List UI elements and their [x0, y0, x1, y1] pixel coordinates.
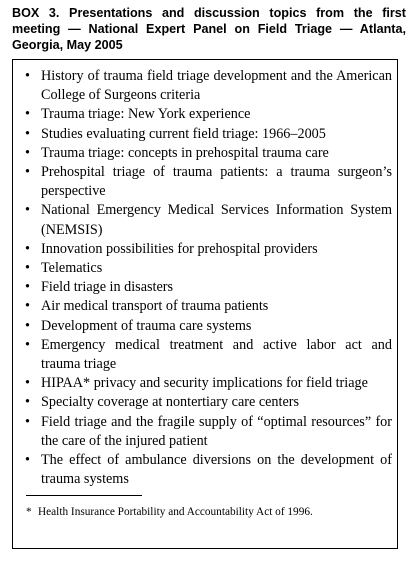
bullet-icon: • [25, 125, 30, 142]
bullet-icon: • [25, 164, 30, 181]
topic-item [20, 278, 392, 297]
topic-item [20, 201, 392, 239]
topic-text: Emergency medical treatment and active labor act and trauma triage [41, 336, 392, 373]
topic-item [20, 297, 392, 316]
topic-text: Field triage in disasters [41, 279, 173, 296]
bullet-icon: • [25, 413, 30, 430]
topic-item [20, 67, 392, 105]
topic-text: History of trauma field triage development and the American College of Surgeons criteria [41, 68, 392, 104]
topic-text: Innovation possibilities for prehospital providers [41, 240, 318, 257]
bullet-icon: • [25, 144, 30, 161]
topic-text: Prehospital triage of trauma patients: a trauma surgeon’s perspective [41, 164, 392, 200]
topic-item [20, 163, 392, 201]
bullet-icon: • [25, 202, 30, 219]
topic-text: Air medical transport of trauma patients [41, 298, 269, 315]
footnote-marker: * [26, 506, 32, 518]
topic-text: Trauma triage: concepts in prehospital trauma care [41, 144, 329, 161]
bullet-icon: • [25, 279, 30, 296]
bullet-icon: • [25, 452, 30, 469]
bullet-icon: • [25, 375, 30, 392]
footnote-divider [26, 495, 142, 496]
topic-list [20, 67, 392, 489]
bullet-icon: • [25, 68, 30, 84]
topic-text: Trauma triage: New York experience [41, 106, 251, 123]
topic-text: National Emergency Medical Services Information System (NEMSIS) [41, 202, 392, 238]
topic-item [20, 451, 392, 489]
topic-text: HIPAA* privacy and security implications for field triage [41, 375, 368, 392]
topic-text: Field triage and the fragile supply of “optimal resources” for the care of the injured patient [41, 413, 392, 449]
topic-text: Specialty coverage at nontertiary care centers [41, 394, 299, 411]
bullet-icon: • [25, 106, 30, 123]
topic-item [20, 374, 392, 393]
bullet-icon: • [25, 298, 30, 315]
topic-item [20, 240, 392, 259]
bullet-icon: • [25, 260, 30, 277]
topic-item [20, 259, 392, 278]
bullet-icon: • [25, 317, 30, 334]
topic-item [20, 413, 392, 451]
topic-item [20, 336, 392, 374]
topic-item [20, 393, 392, 412]
topic-text: Studies evaluating current field triage: 1966–2005 [41, 125, 326, 142]
topic-text: Development of trauma care systems [41, 317, 252, 334]
bullet-icon: • [25, 336, 30, 353]
topic-text: Telematics [41, 260, 103, 277]
topic-item [20, 317, 392, 336]
footnote [26, 505, 386, 519]
topic-text: The effect of ambulance diversions on the development of trauma systems [41, 452, 392, 488]
bullet-icon: • [25, 240, 30, 257]
bullet-icon: • [25, 394, 30, 411]
footnote-text: Health Insurance Portability and Accountability Act of 1996. [38, 506, 313, 518]
topic-item [20, 144, 392, 163]
topic-item [20, 105, 392, 124]
box-title: BOX 3. Presentations and discussion topics from the first meeting — National Expert Panel on Field Triage — Atlanta, Georgia, May 2005 [12, 6, 406, 52]
topic-item [20, 125, 392, 144]
